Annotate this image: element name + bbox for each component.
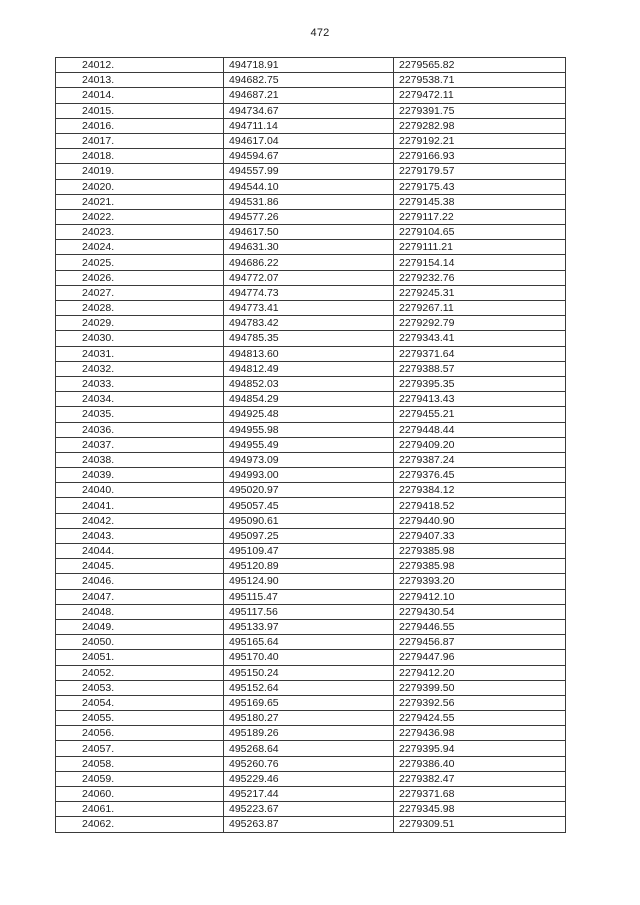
point-number-cell: 24021. [56,194,224,209]
x-coordinate-cell: 494594.67 [224,149,394,164]
x-coordinate-cell: 494785.35 [224,331,394,346]
x-coordinate-cell: 494993.00 [224,468,394,483]
x-coordinate-cell: 495150.24 [224,665,394,680]
point-number-cell: 24016. [56,118,224,133]
x-coordinate-cell: 495170.40 [224,650,394,665]
y-coordinate-cell: 2279371.64 [394,346,566,361]
table-row [56,194,566,209]
point-number-cell: 24056. [56,726,224,741]
x-coordinate-cell: 494774.73 [224,285,394,300]
y-coordinate-cell: 2279345.98 [394,802,566,817]
table-row [56,103,566,118]
table-row [56,635,566,650]
point-number-cell: 24051. [56,650,224,665]
y-coordinate-cell: 2279179.57 [394,164,566,179]
x-coordinate-cell: 494617.04 [224,133,394,148]
point-number-cell: 24014. [56,88,224,103]
point-number-cell: 24026. [56,270,224,285]
x-coordinate-cell: 495165.64 [224,635,394,650]
table-row [56,771,566,786]
point-number-cell: 24062. [56,817,224,832]
table-row [56,574,566,589]
x-coordinate-cell: 495109.47 [224,544,394,559]
y-coordinate-cell: 2279455.21 [394,407,566,422]
table-row [56,468,566,483]
x-coordinate-cell: 494773.41 [224,301,394,316]
x-coordinate-cell: 495057.45 [224,498,394,513]
y-coordinate-cell: 2279413.43 [394,392,566,407]
table-row [56,483,566,498]
y-coordinate-cell: 2279166.93 [394,149,566,164]
point-number-cell: 24031. [56,346,224,361]
x-coordinate-cell: 495152.64 [224,680,394,695]
y-coordinate-cell: 2279292.79 [394,316,566,331]
point-number-cell: 24038. [56,452,224,467]
table-row [56,240,566,255]
y-coordinate-cell: 2279430.54 [394,604,566,619]
point-number-cell: 24017. [56,133,224,148]
point-number-cell: 24044. [56,544,224,559]
table-row [56,787,566,802]
x-coordinate-cell: 494718.91 [224,58,394,73]
y-coordinate-cell: 2279412.20 [394,665,566,680]
y-coordinate-cell: 2279407.33 [394,528,566,543]
x-coordinate-cell: 494925.48 [224,407,394,422]
y-coordinate-cell: 2279387.24 [394,452,566,467]
x-coordinate-cell: 495133.97 [224,619,394,634]
table-row [56,589,566,604]
table-row [56,726,566,741]
y-coordinate-cell: 2279446.55 [394,619,566,634]
y-coordinate-cell: 2279391.75 [394,103,566,118]
table-row [56,802,566,817]
y-coordinate-cell: 2279154.14 [394,255,566,270]
point-number-cell: 24047. [56,589,224,604]
table-row [56,88,566,103]
page-number: 472 [310,27,330,39]
x-coordinate-cell: 494531.86 [224,194,394,209]
point-number-cell: 24046. [56,574,224,589]
table-row [56,817,566,832]
point-number-cell: 24024. [56,240,224,255]
y-coordinate-cell: 2279447.96 [394,650,566,665]
x-coordinate-cell: 495223.67 [224,802,394,817]
point-number-cell: 24027. [56,285,224,300]
y-coordinate-cell: 2279456.87 [394,635,566,650]
y-coordinate-cell: 2279267.11 [394,301,566,316]
x-coordinate-cell: 495180.27 [224,711,394,726]
table-row [56,133,566,148]
y-coordinate-cell: 2279395.94 [394,741,566,756]
point-number-cell: 24020. [56,179,224,194]
x-coordinate-cell: 494577.26 [224,209,394,224]
table-row [56,73,566,88]
y-coordinate-cell: 2279282.98 [394,118,566,133]
x-coordinate-cell: 494686.22 [224,255,394,270]
x-coordinate-cell: 494734.67 [224,103,394,118]
x-coordinate-cell: 495117.56 [224,604,394,619]
table-row [56,209,566,224]
point-number-cell: 24049. [56,619,224,634]
table-row [56,695,566,710]
table-row [56,331,566,346]
table-row [56,619,566,634]
y-coordinate-cell: 2279343.41 [394,331,566,346]
point-number-cell: 24018. [56,149,224,164]
y-coordinate-cell: 2279565.82 [394,58,566,73]
x-coordinate-cell: 494783.42 [224,316,394,331]
table-row [56,528,566,543]
y-coordinate-cell: 2279388.57 [394,361,566,376]
point-number-cell: 24057. [56,741,224,756]
y-coordinate-cell: 2279382.47 [394,771,566,786]
point-number-cell: 24036. [56,422,224,437]
x-coordinate-cell: 494955.49 [224,437,394,452]
point-number-cell: 24043. [56,528,224,543]
point-number-cell: 24028. [56,301,224,316]
y-coordinate-cell: 2279393.20 [394,574,566,589]
y-coordinate-cell: 2279385.98 [394,559,566,574]
point-number-cell: 24050. [56,635,224,650]
y-coordinate-cell: 2279424.55 [394,711,566,726]
y-coordinate-cell: 2279409.20 [394,437,566,452]
table-row [56,665,566,680]
point-number-cell: 24055. [56,711,224,726]
x-coordinate-cell: 494854.29 [224,392,394,407]
y-coordinate-cell: 2279392.56 [394,695,566,710]
table-row [56,513,566,528]
table-row [56,741,566,756]
y-coordinate-cell: 2279412.10 [394,589,566,604]
point-number-cell: 24025. [56,255,224,270]
table-row [56,604,566,619]
table-row [56,498,566,513]
table-row [56,149,566,164]
point-number-cell: 24042. [56,513,224,528]
x-coordinate-cell: 494813.60 [224,346,394,361]
table-row [56,285,566,300]
y-coordinate-cell: 2279385.98 [394,544,566,559]
point-number-cell: 24037. [56,437,224,452]
table-row [56,58,566,73]
y-coordinate-cell: 2279472.11 [394,88,566,103]
table-row [56,756,566,771]
y-coordinate-cell: 2279440.90 [394,513,566,528]
y-coordinate-cell: 2279436.98 [394,726,566,741]
point-number-cell: 24059. [56,771,224,786]
point-number-cell: 24045. [56,559,224,574]
x-coordinate-cell: 494617.50 [224,225,394,240]
table-row [56,255,566,270]
table-row [56,270,566,285]
y-coordinate-cell: 2279104.65 [394,225,566,240]
y-coordinate-cell: 2279232.76 [394,270,566,285]
x-coordinate-cell: 495020.97 [224,483,394,498]
x-coordinate-cell: 495097.25 [224,528,394,543]
point-number-cell: 24033. [56,376,224,391]
point-number-cell: 24012. [56,58,224,73]
x-coordinate-cell: 494852.03 [224,376,394,391]
table-row [56,452,566,467]
point-number-cell: 24013. [56,73,224,88]
y-coordinate-cell: 2279399.50 [394,680,566,695]
y-coordinate-cell: 2279175.43 [394,179,566,194]
table-row [56,437,566,452]
y-coordinate-cell: 2279309.51 [394,817,566,832]
x-coordinate-cell: 495263.87 [224,817,394,832]
y-coordinate-cell: 2279245.31 [394,285,566,300]
point-number-cell: 24022. [56,209,224,224]
point-number-cell: 24039. [56,468,224,483]
y-coordinate-cell: 2279448.44 [394,422,566,437]
x-coordinate-cell: 495260.76 [224,756,394,771]
table-row [56,422,566,437]
x-coordinate-cell: 494544.10 [224,179,394,194]
point-number-cell: 24029. [56,316,224,331]
x-coordinate-cell: 495229.46 [224,771,394,786]
table-row [56,392,566,407]
y-coordinate-cell: 2279384.12 [394,483,566,498]
table-row [56,316,566,331]
x-coordinate-cell: 494687.21 [224,88,394,103]
y-coordinate-cell: 2279376.45 [394,468,566,483]
x-coordinate-cell: 495268.64 [224,741,394,756]
x-coordinate-cell: 495124.90 [224,574,394,589]
coordinates-table-body [56,58,566,833]
point-number-cell: 24035. [56,407,224,422]
point-number-cell: 24040. [56,483,224,498]
x-coordinate-cell: 494631.30 [224,240,394,255]
table-row [56,118,566,133]
x-coordinate-cell: 494772.07 [224,270,394,285]
point-number-cell: 24053. [56,680,224,695]
point-number-cell: 24041. [56,498,224,513]
x-coordinate-cell: 494955.98 [224,422,394,437]
table-row [56,680,566,695]
y-coordinate-cell: 2279538.71 [394,73,566,88]
point-number-cell: 24023. [56,225,224,240]
x-coordinate-cell: 494711.14 [224,118,394,133]
table-row [56,650,566,665]
coordinates-table [55,57,566,833]
point-number-cell: 24048. [56,604,224,619]
point-number-cell: 24058. [56,756,224,771]
x-coordinate-cell: 494557.99 [224,164,394,179]
table-row [56,711,566,726]
point-number-cell: 24019. [56,164,224,179]
x-coordinate-cell: 494812.49 [224,361,394,376]
point-number-cell: 24061. [56,802,224,817]
table-row [56,225,566,240]
y-coordinate-cell: 2279111.21 [394,240,566,255]
point-number-cell: 24054. [56,695,224,710]
point-number-cell: 24032. [56,361,224,376]
table-row [56,376,566,391]
x-coordinate-cell: 495217.44 [224,787,394,802]
table-row [56,301,566,316]
point-number-cell: 24052. [56,665,224,680]
point-number-cell: 24034. [56,392,224,407]
y-coordinate-cell: 2279386.40 [394,756,566,771]
x-coordinate-cell: 494973.09 [224,452,394,467]
point-number-cell: 24030. [56,331,224,346]
table-row [56,164,566,179]
x-coordinate-cell: 494682.75 [224,73,394,88]
table-row [56,407,566,422]
table-row [56,559,566,574]
x-coordinate-cell: 495090.61 [224,513,394,528]
x-coordinate-cell: 495169.65 [224,695,394,710]
x-coordinate-cell: 495189.26 [224,726,394,741]
y-coordinate-cell: 2279145.38 [394,194,566,209]
point-number-cell: 24060. [56,787,224,802]
y-coordinate-cell: 2279371.68 [394,787,566,802]
x-coordinate-cell: 495120.89 [224,559,394,574]
point-number-cell: 24015. [56,103,224,118]
table-row [56,361,566,376]
y-coordinate-cell: 2279418.52 [394,498,566,513]
table-row [56,544,566,559]
y-coordinate-cell: 2279395.35 [394,376,566,391]
x-coordinate-cell: 495115.47 [224,589,394,604]
y-coordinate-cell: 2279117.22 [394,209,566,224]
table-row [56,179,566,194]
y-coordinate-cell: 2279192.21 [394,133,566,148]
table-row [56,346,566,361]
